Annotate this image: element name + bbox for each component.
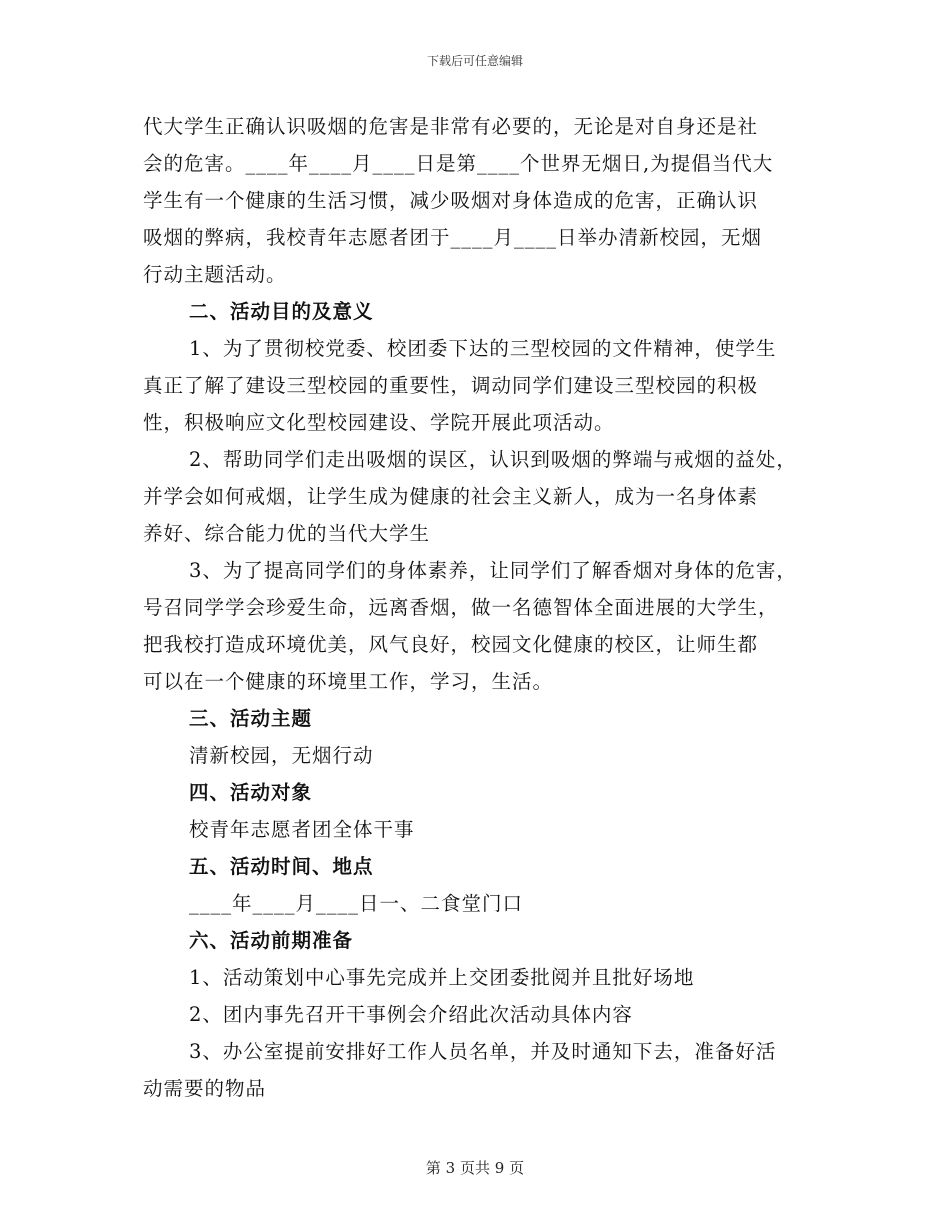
text-line: 代大学生正确认识吸烟的危害是非常有必要的，无论是对自身还是社 [143, 115, 759, 138]
section-heading: 二、活动目的及意义 [189, 300, 374, 323]
page-footer: 第 3 页共 9 页 [425, 1159, 525, 1177]
list-item: 2、帮助同学们走出吸烟的误区，认识到吸烟的弊端与戒烟的益处， [189, 448, 797, 471]
list-item: 3、办公室提前安排好工作人员名单，并及时通知下去，准备好活 [189, 1040, 777, 1063]
text-line: 性，积极响应文化型校园建设、学院开展此项活动。 [143, 411, 615, 434]
text-line: 动需要的物品 [143, 1077, 267, 1100]
text-line: 吸烟的弊病，我校青年志愿者团于____月____日举办清新校园，无烟 [143, 226, 763, 249]
list-item: 3、为了提高同学们的身体素养，让同学们了解香烟对身体的危害， [189, 559, 797, 582]
text-line: 号召同学学会珍爱生命，远离香烟，做一名德智体全面进展的大学生， [143, 596, 779, 619]
list-item: 2、团内事先召开干事例会介绍此次活动具体内容 [189, 1003, 633, 1026]
list-item: 1、活动策划中心事先完成并上交团委批阅并且批好场地 [189, 966, 695, 989]
section-heading: 六、活动前期准备 [189, 929, 354, 952]
text-line: 真正了解了建设三型校园的重要性，调动同学们建设三型校园的积极 [143, 374, 759, 397]
text-line: 校青年志愿者团全体干事 [189, 818, 415, 841]
text-line: 学生有一个健康的生活习惯，减少吸烟对身体造成的危害，正确认识 [143, 189, 759, 212]
section-heading: 五、活动时间、地点 [189, 855, 374, 878]
text-line: 清新校园，无烟行动 [189, 744, 374, 767]
section-heading: 四、活动对象 [189, 781, 313, 804]
section-heading: 三、活动主题 [189, 707, 313, 730]
page-header: 下载后可任意编辑 [426, 54, 523, 68]
text-line: ____年____月____日一、二食堂门口 [189, 892, 524, 915]
list-item: 1、为了贯彻校党委、校团委下达的三型校园的文件精神，使学生 [189, 337, 777, 360]
text-line: 并学会如何戒烟，让学生成为健康的社会主义新人，成为一名身体素 [143, 485, 759, 508]
document-body [143, 108, 823, 1107]
text-line: 把我校打造成环境优美，风气良好，校园文化健康的校区，让师生都 [143, 633, 759, 656]
text-line: 养好、综合能力优的当代大学生 [143, 522, 431, 545]
text-line: 可以在一个健康的环境里工作，学习，生活。 [143, 670, 554, 693]
text-line: 行动主题活动。 [143, 263, 287, 286]
text-line: 会的危害。____年____月____日是第____个世界无烟日,为提倡当代大 [143, 152, 774, 175]
